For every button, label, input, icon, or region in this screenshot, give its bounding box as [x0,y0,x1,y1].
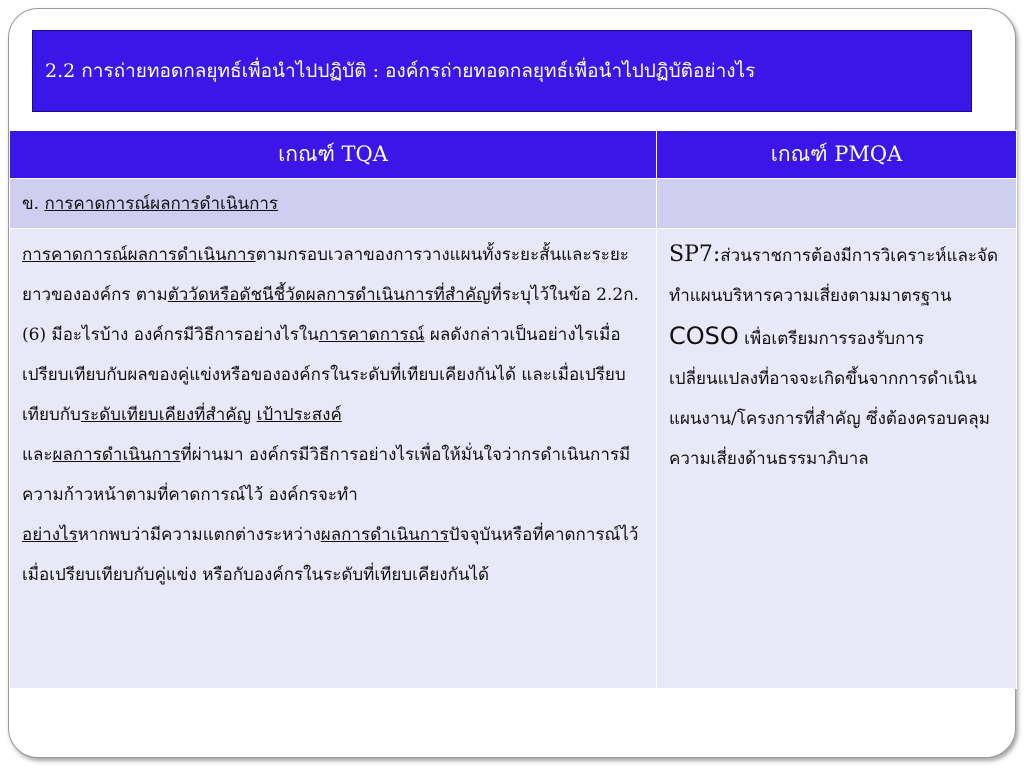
pmqa-coso: COSO [669,322,739,350]
tqa-seg-5: การคาดการณ์ [318,325,425,345]
subheader-cell [10,179,657,229]
header-tqa: เกณฑ์ TQA [10,131,657,179]
tqa-seg-9: เป้าประสงค์ [256,405,342,425]
tqa-seg-2: ตามกรอบเวลาของการวางแผนทั้งระยะสั้นและระยะยาวขององค์กร ตาม [22,245,629,305]
title-bar [32,30,972,112]
tqa-seg-12: ที่ผ่านมา องค์กรมีวิธีการอย่างไรเพื่อให้มั่นใจว่ากรดำเนินการมีความก้าวหน้าตามที่คาดการณ์ไว้ องค์กรจะทำ [22,445,631,505]
tqa-seg-14: หากพบว่ามีความแตกต่างระหว่าง [77,525,321,545]
pmqa-criteria-text [657,229,1017,689]
pmqa-seg-2: เพื่อเตรียมการรองรับการเปลี่ยนแปลงที่อาจจะเกิดขึ้นจากการดำเนินแผนงาน/โครงการที่สำคัญ ซึ่งต้องครอบคลุมความเสี่ยงด้านธรรมาภิบาล [669,329,990,469]
tqa-seg-13: อย่างไร [22,525,78,545]
pmqa-seg-1: ส่วนราชการต้องมีการวิเคราะห์และจัดทำแผนบริหารความเสี่ยงตามมาตรฐาน [669,246,998,306]
subheader-row [10,179,1017,229]
slide-title: 2.2 การถ่ายทอดกลยุทธ์เพื่อนำไปปฏิบัติ : องค์กรถ่ายทอดกลยุทธ์เพื่อนำไปปฏิบัติอย่างไร [45,60,756,82]
tqa-seg-7: ระดับเทียบเคียงที่สำคัญ [80,405,252,425]
tqa-seg-11: ผลการดำเนินการ [52,445,181,465]
header-row [10,131,1017,179]
tqa-seg-3: ตัววัดหรือดัชนีชี้วัดผลการดำเนินการที่สำคัญ [167,285,491,305]
pmqa-code: SP7: [669,242,721,267]
body-row [10,229,1017,689]
tqa-seg-15: ผลการดำเนินการ [320,525,449,545]
tqa-criteria-text [10,229,657,689]
tqa-seg-4: ที่ระบุไว้ในข้อ 2.2ก.(6) มีอะไรบ้าง องค์กรมีวิธีการอย่างไรใน [22,285,639,345]
subheader-empty-cell [657,179,1017,229]
subheader-label: การคาดการณ์ผลการดำเนินการ [44,194,279,214]
criteria-table [9,130,1017,689]
tqa-seg-1: การคาดการณ์ผลการดำเนินการ [22,245,256,265]
tqa-seg-10: และ [22,445,53,465]
tqa-seg-16: ปัจจุบันหรือที่คาดการณ์ไว้เมื่อเปรียบเทียบกับคู่แข่ง หรือกับองค์กรในระดับที่เทียบเคียงกันได้ [22,525,639,585]
header-pmqa: เกณฑ์ PMQA [657,131,1017,179]
subheader-prefix: ข. [22,194,45,214]
tqa-seg-6: ผลดังกล่าวเป็นอย่างไรเมื่อเปรียบเทียบกับผลของคู่แข่งหรือขององค์กรในระดับที่เทียบเคียงกันได้ และเมื่อเปรียบเทียบกับ [22,325,626,425]
